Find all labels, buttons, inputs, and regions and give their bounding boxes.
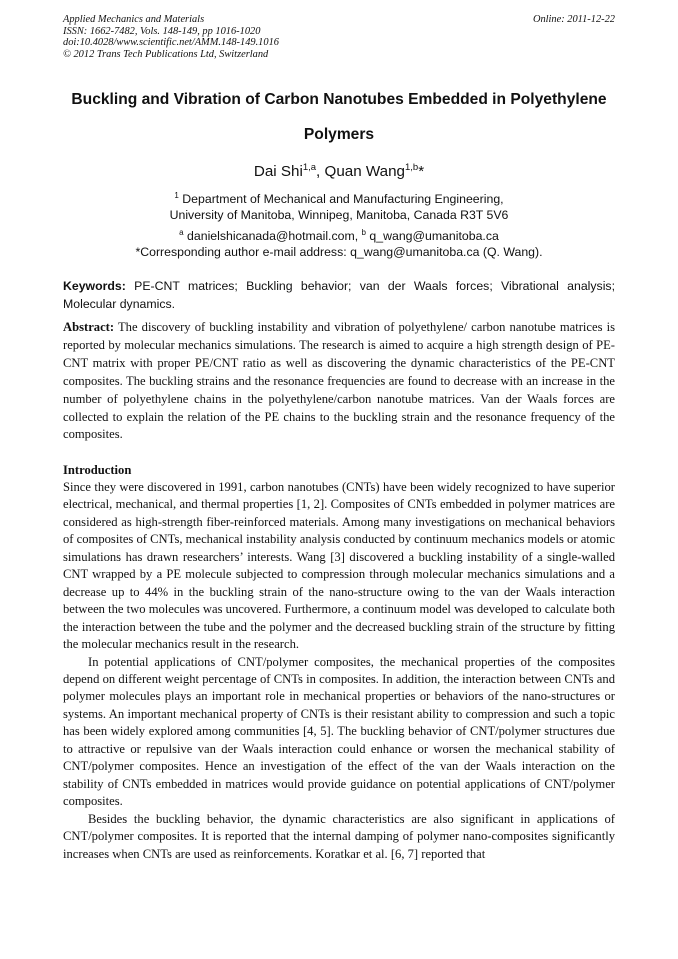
affiliation-address: University of Manitoba, Winnipeg, Manitoba, Canada R3T 5V6 bbox=[169, 208, 509, 222]
keywords-text: PE-CNT matrices; Buckling behavior; van der Waals forces; Vibrational analysis; Molecular dynamics. bbox=[63, 279, 615, 311]
author-superscript: 1,a bbox=[302, 162, 317, 173]
affiliation-marker: 1 bbox=[174, 191, 179, 200]
email-address: q_wang@umanitoba.ca bbox=[369, 229, 499, 244]
keywords-label: Keywords: bbox=[63, 279, 126, 293]
affiliation-line bbox=[40, 189, 638, 206]
paper-title-line-2: Polymers bbox=[303, 126, 375, 143]
email-marker: b bbox=[361, 228, 366, 237]
author-separator: , bbox=[316, 163, 325, 181]
paper-title-line-1: Buckling and Vibration of Carbon Nanotubes Embedded in Polyethylene bbox=[71, 91, 607, 108]
body-paragraph: Since they were discovered in 1991, carbon nanotubes (CNTs) have been widely recognized to have superior electrical, mechanical, and thermal properties [1, 2]. Composites of CNTs embedded in polymer matrices are considered as high-strength fiber-reinforced materials. Among many investigations on mechanical behaviors of composites of CNTs, mechanical instability analysis conducted by continuum mechanics models or atomic simulations has drawn researchers’ interests. Wang [3] discovered a buckling instability of a single-walled CNT wrapped by a PE molecule subjected to compression through molecular mechanics simulations and a decrease up to 44% in the buckling strain of the nano-structure owing to the van der Waals interaction between the two molecules was uncovered. Furthermore, a continuum model was developed to calculate both the interaction between the tube and the polymer and the decreased buckling strain of the structure by fitting the molecular mechanics result in the research. bbox=[63, 480, 615, 652]
keywords-block bbox=[63, 278, 615, 313]
affiliation-department: Department of Mechanical and Manufacturing Engineering, bbox=[182, 192, 504, 207]
running-header bbox=[63, 14, 615, 60]
corresponding-author-note: *Corresponding author e-mail address: q_wang@umanitoba.ca (Q. Wang). bbox=[135, 245, 543, 259]
author-name: Dai Shi bbox=[253, 163, 303, 181]
author-list bbox=[40, 159, 638, 181]
email-marker: a bbox=[179, 228, 184, 237]
email-address: danielshicanada@hotmail.com bbox=[187, 229, 355, 244]
body-paragraph: In potential applications of CNT/polymer composites, the mechanical properties of the composites depend on different weight percentage of CNTs in composites. In addition, the interaction between CNTs and polymer molecules plays an important role in mechanical properties or behaviors of the nano-structures or systems. An important mechanical property of CNTs is their resistant ability to compression and such a topic has been widely explored among communities [4, 5]. The buckling behavior of CNT/polymer structures due to attractive or repulsive van der Waals interaction could enhance or worsen the mechanical stability of CNT/polymer composites. Hence an investigation of the effect of the van der Waals interaction on the stability of CNTs embedded in matrices would provide guidance on potential applications of CNT/polymer composites. bbox=[63, 654, 615, 809]
journal-name: Applied Mechanics and Materials bbox=[63, 14, 205, 25]
copyright-line: © 2012 Trans Tech Publications Ltd, Switzerland bbox=[63, 48, 269, 60]
abstract-label: Abstract: bbox=[63, 320, 115, 334]
author-superscript: 1,b bbox=[404, 162, 419, 173]
author-name: Quan Wang bbox=[324, 163, 405, 181]
corresponding-star: * bbox=[418, 163, 425, 181]
abstract-block bbox=[63, 319, 615, 444]
body-paragraph: Besides the buckling behavior, the dynamic characteristics are also significant in applications of CNT/polymer composites. It is reported that the internal damping of polymer nano-composites significantly increases when CNTs are used as reinforcements. Koratkar et al. [6, 7] reported that bbox=[63, 811, 615, 861]
issn-line: ISSN: 1662-7482, Vols. 148-149, pp 1016-1020 bbox=[63, 25, 261, 37]
abstract-text: The discovery of buckling instability and vibration of polyethylene/ carbon nanotube matrices is reported by molecular mechanics simulations. The research is aimed to acquire a high strength design of PE-CNT matrix with proper PE/CNT ratio as well as discovering the dynamic characteristics of the PE-CNT composites. The buckling strains and the resonance frequencies are found to decrease with an increase in the number of polyethylene chains in the polyethylene/carbon nanotube matrices. Van der Waals forces are collected to explain the relation of the PE chains to the buckling strain and the resonance frequency of the composites. bbox=[63, 320, 615, 442]
online-date: Online: 2011-12-22 bbox=[532, 14, 615, 25]
doi-line: doi:10.4028/www.scientific.net/AMM.148-149.1016 bbox=[63, 37, 279, 49]
section-heading: Introduction bbox=[63, 463, 132, 477]
email-separator: , bbox=[354, 229, 362, 244]
author-emails bbox=[40, 226, 638, 243]
introduction-body bbox=[63, 479, 615, 863]
